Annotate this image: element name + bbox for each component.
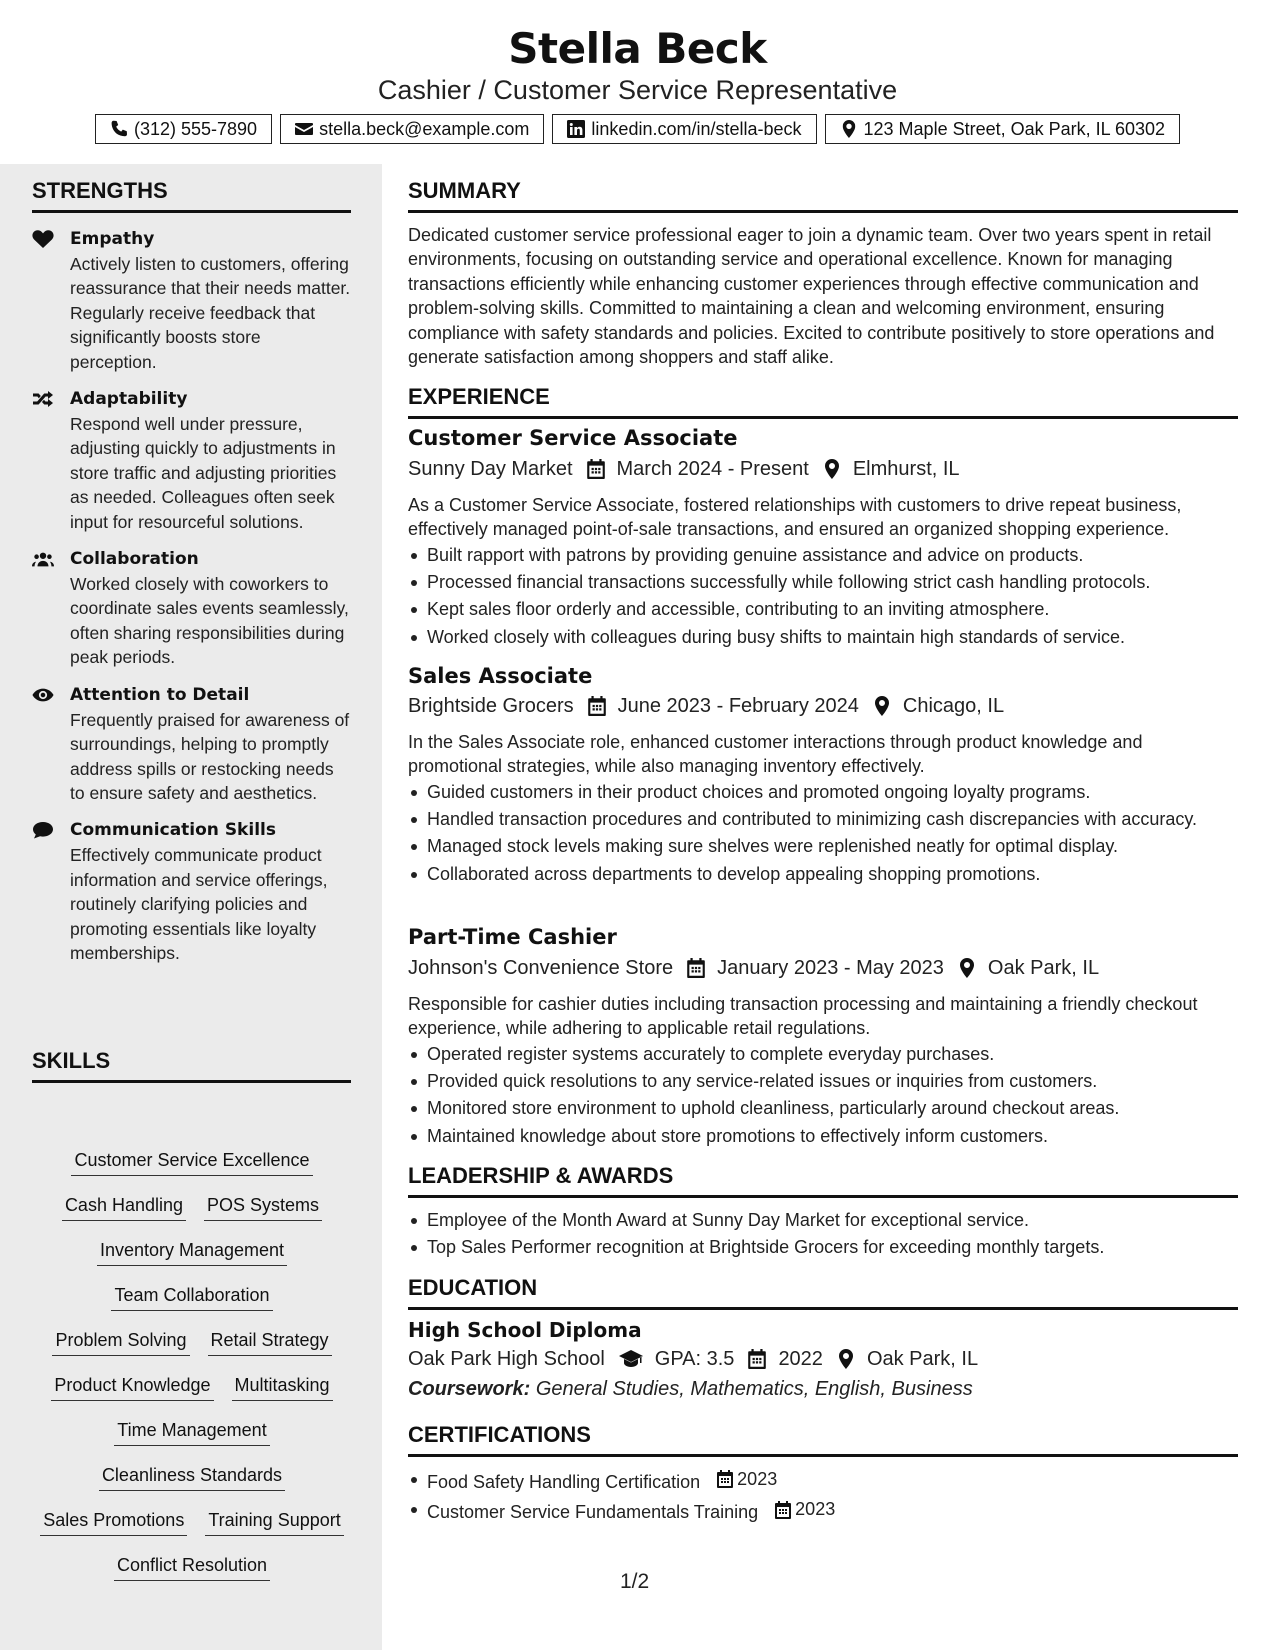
skill-row [32,1462,352,1507]
page-number: 1/2 [620,1570,650,1593]
job-location: Chicago, IL [902,695,1005,717]
heart-icon [32,230,54,248]
contact-linkedin[interactable] [552,114,816,144]
job-dates: January 2023 - May 2023 [717,957,944,979]
sidebar [0,164,382,1650]
calendar-icon [587,459,605,479]
strength-desc: Frequently praised for awareness of surroundings, helping to promptly address spills or restocking needs to ensure safety and aesthetics. [70,709,350,803]
strength-title: Attention to Detail [70,684,250,705]
contact-bar [0,114,1275,144]
map-pin-icon [823,459,841,479]
graduation-cap-icon [619,1350,643,1368]
certification-list [408,1467,1238,1528]
certification-name: Customer Service Fundamentals Training [427,1502,759,1523]
email-text: stella.beck@example.com [319,118,530,139]
list-item [408,1467,1238,1495]
strength-desc: Worked closely with coworkers to coordinate sales events seamlessly, often sharing responsibilities during peak periods. [70,574,349,668]
strength-item [32,387,352,534]
strength-desc: Actively listen to customers, offering reassurance that their needs matter. Regularly receive feedback that significantly boosts store perception. [70,254,351,372]
skill-row [32,1372,352,1417]
skill-row [32,1552,352,1597]
job-title: Part-Time Cashier [408,925,617,949]
list-item: Handled transaction procedures and contributed to minimizing cash discrepancies with accuracy. [408,807,1238,831]
list-item: Top Sales Performer recognition at Brightside Grocers for exceeding monthly targets. [408,1235,1238,1259]
skill-tag: Team Collaboration [111,1282,272,1311]
job-company: Brightside Grocers [408,695,574,717]
contact-address[interactable] [825,114,1181,144]
map-pin-icon [837,1349,855,1369]
calendar-icon [687,958,705,978]
job-meta [408,692,1004,720]
skill-tag: Retail Strategy [208,1327,332,1356]
calendar-icon [775,1501,791,1519]
skill-tag: Cleanliness Standards [99,1462,285,1491]
strengths-list [32,227,352,978]
job-bullets [408,1042,1238,1151]
candidate-title: Cashier / Customer Service Representative [377,75,898,105]
strength-desc: Respond well under pressure, adjusting quickly to adjustments in store traffic and adjusting priorities as needed. Colleagues often seek input for resourceful solutions. [70,414,337,532]
candidate-name: Stella Beck [508,24,767,73]
skill-tag: Sales Promotions [40,1507,187,1536]
list-item: Provided quick resolutions to any service-related issues or inquiries from customers. [408,1069,1238,1093]
skill-row [32,1507,352,1552]
summary-heading: SUMMARY [408,176,1238,213]
list-item: Kept sales floor orderly and accessible, contributing to an inviting atmosphere. [408,597,1238,621]
list-item [408,1497,1238,1525]
skill-row [32,1192,352,1237]
job-description: Responsible for cashier duties including transaction processing and maintaining a friendly checkout experience, while adhering to applicable retail regulations. [408,994,1198,1039]
address-text: 123 Maple Street, Oak Park, IL 60302 [863,118,1166,139]
linkedin-icon [567,120,585,138]
skill-row [32,1237,352,1282]
education-meta [408,1345,978,1373]
job-title: Sales Associate [408,664,593,688]
leadership-bullets [408,1208,1238,1262]
certification-name: Food Safety Handling Certification [427,1472,701,1493]
education-degree: High School Diploma [408,1318,642,1342]
job-description: In the Sales Associate role, enhanced customer interactions through product knowledge and promotional strategies, while also managing inventory effectively. [408,732,1143,777]
skill-row [32,1282,352,1327]
job-description: As a Customer Service Associate, fostered relationships with customers to drive repeat business, effectively managed point-of-sale transactions, and ensured an organized shopping experience. [408,495,1182,540]
skill-tag: POS Systems [204,1192,322,1221]
strength-item [32,683,352,806]
education-gpa: GPA: 3.5 [654,1348,735,1370]
strength-title: Adaptability [70,389,188,410]
strength-title: Collaboration [70,549,199,570]
list-item: Maintained knowledge about store promotions to effectively inform customers. [408,1124,1238,1148]
phone-icon [110,120,128,138]
job-bullets [408,543,1238,652]
list-item: Processed financial transactions successfully while following strict cash handling protocols. [408,570,1238,594]
strength-item [32,227,352,374]
skill-row [32,1417,352,1462]
list-item: Collaborated across departments to develop appealing shopping promotions. [408,862,1238,886]
education-school: Oak Park High School [408,1348,605,1370]
coursework-text: General Studies, Mathematics, English, Business [535,1378,973,1400]
list-item: Built rapport with patrons by providing genuine assistance and advice on products. [408,543,1238,567]
contact-phone[interactable] [95,114,272,144]
job-title: Customer Service Associate [408,426,738,450]
linkedin-text: linkedin.com/in/stella-beck [591,118,802,139]
speech-bubble-icon [32,821,54,839]
skill-tag: Product Knowledge [51,1372,213,1401]
job-location: Oak Park, IL [987,957,1100,979]
job-bullets [408,780,1238,889]
job-dates: June 2023 - February 2024 [617,695,859,717]
coursework-label: Coursework: [408,1378,531,1400]
skill-tag: Conflict Resolution [114,1552,270,1581]
map-pin-icon [958,958,976,978]
job-location: Elmhurst, IL [852,458,960,480]
list-item: Worked closely with colleagues during busy shifts to maintain high standards of service. [408,625,1238,649]
job-meta [408,455,960,483]
skill-tag: Problem Solving [52,1327,189,1356]
certification-date [717,1467,777,1491]
education-location: Oak Park, IL [866,1348,979,1370]
job-dates: March 2024 - Present [616,458,809,480]
skill-tag: Multitasking [232,1372,333,1401]
list-item: Guided customers in their product choices and promoted ongoing loyalty programs. [408,780,1238,804]
job-meta [408,954,1099,982]
skill-tag: Cash Handling [62,1192,186,1221]
list-item: Managed stock levels making sure shelves were replenished neatly for optimal display. [408,834,1238,858]
certification-year: 2023 [737,1469,778,1489]
summary-text: Dedicated customer service professional eager to join a dynamic team. Over two years spent in retail environments, focusing on outstanding service and operational excellence. Known for managing transactions efficiently while enhancing customer experiences through effective communication and problem-solving skills. Committed to maintaining a clean and welcoming environment, ensuring compliance with safety standards and policies. Excited to contribute positively to store operations and generate satisfaction among shoppers and staff alike. [408,225,1215,368]
phone-text: (312) 555-7890 [133,118,258,139]
strength-title: Empathy [70,229,155,249]
skill-tag: Customer Service Excellence [71,1147,312,1176]
education-coursework [408,1375,973,1403]
users-icon [32,550,54,568]
experience-heading: EXPERIENCE [408,382,1238,419]
skills-list [32,1147,352,1597]
eye-icon [32,686,54,704]
envelope-icon [295,120,313,138]
certification-date [775,1497,835,1521]
calendar-icon [748,1349,766,1369]
education-year: 2022 [778,1348,823,1370]
calendar-icon [717,1470,733,1488]
strength-item [32,818,352,965]
certification-year: 2023 [795,1499,836,1520]
strength-item [32,547,352,670]
list-item: Monitored store environment to uphold cleanliness, particularly around checkout areas. [408,1096,1238,1120]
list-item: Employee of the Month Award at Sunny Day Market for exceptional service. [408,1208,1238,1232]
list-item: Operated register systems accurately to complete everyday purchases. [408,1042,1238,1066]
job-company: Sunny Day Market [408,458,573,480]
contact-email[interactable] [280,114,544,144]
certifications-heading: CERTIFICATIONS [408,1420,1238,1457]
education-heading: EDUCATION [408,1273,1238,1310]
skill-tag: Training Support [205,1507,343,1536]
map-pin-icon [840,120,858,138]
skills-heading: SKILLS [32,1046,351,1083]
skill-tag: Inventory Management [97,1237,287,1266]
map-pin-icon [873,696,891,716]
strength-title: Communication Skills [70,820,276,841]
skill-row [32,1327,352,1372]
calendar-icon [588,696,606,716]
job-company: Johnson's Convenience Store [408,957,674,979]
resume-header [0,0,1275,164]
leadership-heading: LEADERSHIP & AWARDS [408,1161,1238,1198]
shuffle-icon [32,390,54,408]
skill-row [32,1147,352,1192]
skill-tag: Time Management [114,1417,269,1446]
strength-desc: Effectively communicate product information and service offerings, routinely clarifying policies and promoting essentials like loyalty memberships. [70,845,328,963]
strengths-heading: STRENGTHS [32,176,351,213]
